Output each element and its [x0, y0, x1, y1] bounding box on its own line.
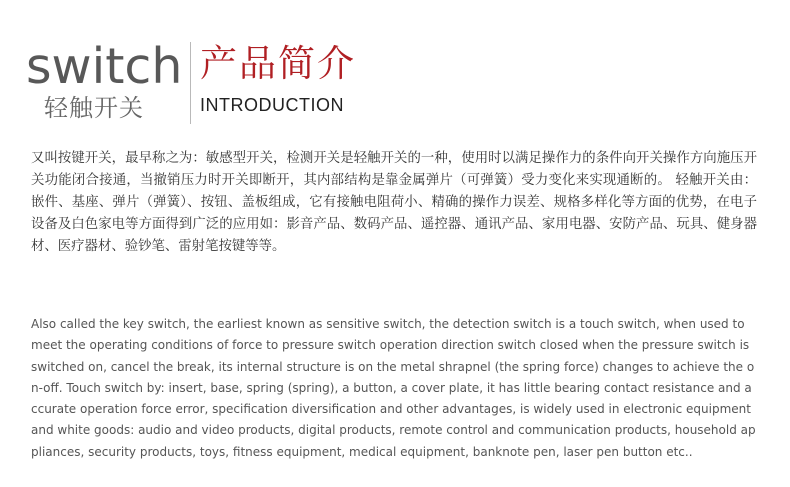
description-english: Also called the key switch, the earliest known as sensitive switch, the detection switch is a touch switch, when used to meet the operating conditions of force to pressure switch operation direction switch closed when the pressure switch is switched on, cancel the break, its internal structure is on the metal shrapnel (the spring force) changes to achieve the on-off. Touch switch by: insert, base, spring (spring), a button, a cover plate, it has little bearing contact resistance and accurate operation force error, specification diversification and other advantages, is widely used in electronic equipment and white goods: audio and video products, digital products, remote control and communication products, household appliances, security products, toys, fitness equipment, medical equipment, banknote pen, laser pen button etc.. — [31, 317, 756, 459]
section-header — [0, 0, 790, 140]
brand-word: switch — [26, 38, 183, 95]
section-title-en: INTRODUCTION — [200, 95, 344, 115]
section-title-cn: 产品简介 — [200, 42, 356, 85]
header-divider — [190, 42, 191, 124]
brand-subtitle: 轻触开关 — [44, 94, 144, 122]
description-chinese: 又叫按键开关，最早称之为：敏感型开关，检测开关是轻触开关的一种，使用时以满足操作力的条件向开关操作方向施压开关功能闭合接通，当撤销压力时开关即断开，其内部结构是靠金属弹片（可弹簧）受力变化来实现通断的。 轻触开关由：嵌件、基座、弹片（弹簧）、按钮、盖板组成，它有接触电阻荷小、精确的操作力误差、规格多样化等方面的优势，在电子设备及白色家电等方面得到广泛的应用如：影音产品、数码产品、遥控器、通讯产品、家用电器、安防产品、玩具、健身器材、医疗器材、验钞笔、雷射笔按键等等。 — [31, 151, 757, 254]
